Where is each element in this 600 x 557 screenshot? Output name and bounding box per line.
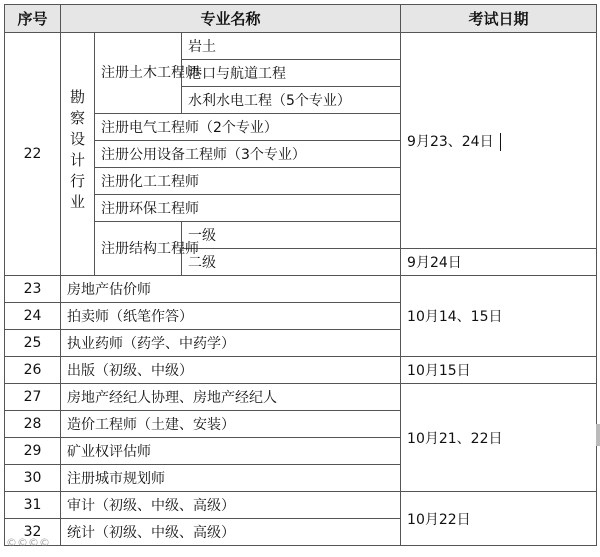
table-row [5,492,597,519]
sub-item: 二级 [182,249,401,276]
row-number: 31 [5,492,61,519]
header-date: 考试日期 [401,5,597,33]
exam-date: 9月23、24日 [401,33,597,249]
exam-date: 10月14、15日 [401,276,597,357]
table-row [5,276,597,303]
item-name: 统计（初级、中级、高级） [61,519,401,546]
item-name: 造价工程师（土建、安装） [61,411,401,438]
item-name: 拍卖师（纸笔作答） [61,303,401,330]
item-name: 出版（初级、中级） [61,357,401,384]
sub-item: 港口与航道工程 [182,60,401,87]
exam-date: 10月15日 [401,357,597,384]
row-number: 32 [5,519,61,546]
table-row [5,384,597,411]
row-number: 25 [5,330,61,357]
item-name: 审计（初级、中级、高级） [61,492,401,519]
exam-date: 10月21、22日 [401,384,597,492]
row-number: 27 [5,384,61,411]
exam-schedule-table [4,4,597,546]
exam-date: 10月22日 [401,492,597,546]
row-number: 24 [5,303,61,330]
row-number: 23 [5,276,61,303]
exam-date: 9月24日 [401,249,597,276]
header-num: 序号 [5,5,61,33]
item-name: 注册城市规划师 [61,465,401,492]
civil-engineer-label: 注册土木工程师 [95,33,182,114]
table-row [5,33,597,60]
sub-item: 水利水电工程（5个专业） [182,87,401,114]
table-header-row [5,5,597,33]
item-name: 注册电气工程师（2个专业） [95,114,401,141]
row-number: 26 [5,357,61,384]
text-cursor [500,133,501,151]
item-name: 注册公用设备工程师（3个专业） [95,141,401,168]
sub-item: 岩土 [182,33,401,60]
row-number: 30 [5,465,61,492]
item-name: 矿业权评估师 [61,438,401,465]
scrollbar-tab[interactable] [596,424,600,446]
industry-label: 勘察设计行业 [61,33,95,276]
item-name: 执业药师（药学、中药学） [61,330,401,357]
header-name: 专业名称 [61,5,401,33]
item-name: 注册化工工程师 [95,168,401,195]
row-number: 22 [5,33,61,276]
structural-engineer-label: 注册结构工程师 [95,222,182,276]
row-number: 28 [5,411,61,438]
item-name: 房地产经纪人协理、房地产经纪人 [61,384,401,411]
watermark: ©©©© [6,536,50,549]
table-row [5,357,597,384]
item-name: 房地产估价师 [61,276,401,303]
sub-item: 一级 [182,222,401,249]
item-name: 注册环保工程师 [95,195,401,222]
row-number: 29 [5,438,61,465]
